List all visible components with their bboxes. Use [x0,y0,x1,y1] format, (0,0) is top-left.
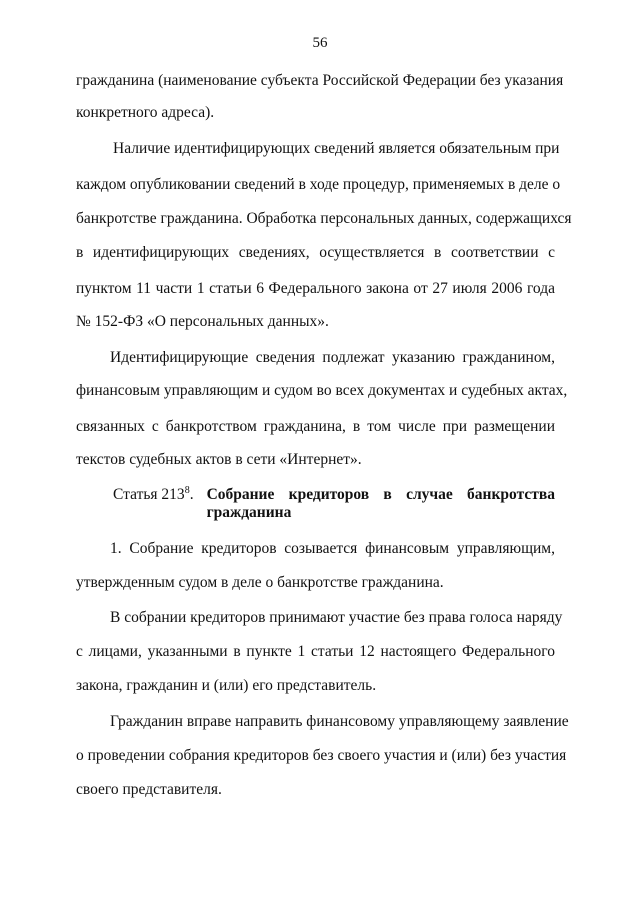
article-title: Собрание кредиторов в случае банкротства гражданина [206,486,555,521]
text-line: В собрании кредиторов принимают участие без права голоса наряду [110,609,563,626]
text-line: конкретного адреса). [76,104,215,121]
text-line: Идентифицирующие сведения подлежат указанию гражданином, [110,349,555,366]
text-line: пунктом 11 части 1 статьи 6 Федерального закона от 27 июля 2006 года [76,280,555,297]
text-line: с лицами, указанными в пункте 1 статьи 12 настоящего Федерального [76,643,555,660]
text-line: № 152-ФЗ «О персональных данных». [76,313,329,330]
text-line: банкротстве гражданина. Обработка персональных данных, содержащихся [76,210,572,227]
text-line: текстов судебных актов в сети «Интернет». [76,451,362,468]
text-line: своего представителя. [76,781,222,798]
text-line: связанных с банкротством гражданина, в том числе при размещении [76,418,555,435]
text-line: утвержденным судом в деле о банкротстве гражданина. [76,574,444,591]
text-line: о проведении собрания кредиторов без своего участия и (или) без участия [76,747,567,764]
text-line: закона, гражданин и (или) его представитель. [76,677,377,694]
text-line: финансовым управляющим и судом во всех документах и судебных актах, [76,382,568,399]
article-number: Статья $213^8$. [113,484,194,503]
text-line: Наличие идентифицирующих сведений является обязательным при [113,140,560,157]
page-number: 56 [312,35,328,51]
text-line: Гражданин вправе направить финансовому управляющему заявление [110,713,569,730]
text-line: каждом опубликовании сведений в ходе процедур, применяемых в деле о [76,176,561,193]
text-line: 1. Собрание кредиторов созывается финансовым управляющим, [110,540,555,557]
text-line: гражданина (наименование субъекта Российской Федерации без указания [76,72,564,89]
text-line: в идентифицирующих сведениях, осуществляется в соответствии с [76,244,555,261]
article-heading [113,486,555,522]
